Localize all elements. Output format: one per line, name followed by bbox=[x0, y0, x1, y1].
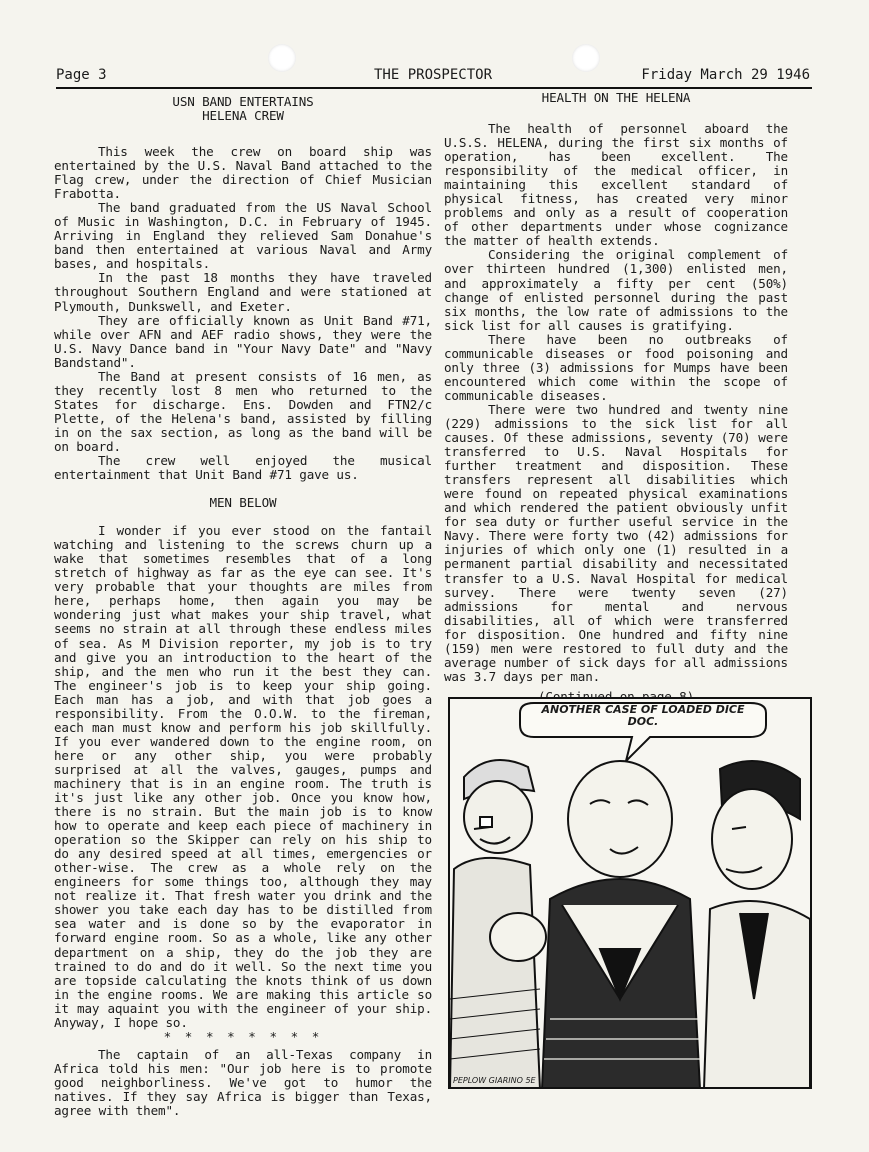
band-paragraph: The Band at present consists of 16 men, as they recently lost 8 men who returned to the States for discharge. Ens. Dowden and FTN2/c Plette, of the Helena's band, assisted by filling in on the sax section, as long as the band will be on board. bbox=[54, 368, 432, 454]
cartoon-caption: ANOTHER CASE OF LOADED DICE DOC. bbox=[541, 703, 745, 728]
men-below-headline: MEN BELOW bbox=[209, 495, 277, 511]
right-column bbox=[444, 91, 788, 704]
band-headline-line-2: HELENA CREW bbox=[202, 108, 284, 123]
right-officer-figure bbox=[704, 761, 810, 1087]
band-article-headline bbox=[54, 95, 432, 123]
issue-date: Friday March 29 1946 bbox=[641, 67, 810, 83]
band-headline-line-1: USN BAND ENTERTAINS bbox=[172, 94, 314, 109]
cartoon-panel bbox=[448, 697, 812, 1089]
health-paragraph: There have been no outbreaks of communicable diseases or food poisoning and only three (3) admissions for Mumps have been encountered which come within the scope of communicable diseases. bbox=[444, 331, 788, 403]
cartoon-drawing bbox=[450, 699, 810, 1087]
section-divider-stars: * * * * * * * * bbox=[163, 1028, 323, 1044]
newspaper-title: THE PROSPECTOR bbox=[374, 67, 493, 83]
health-paragraph: Considering the original complement of over thirteen hundred (1,300) enlisted men, and approximately a fifty per cent (50%) change of enlisted personnel during the past six months, the low rate of admissions to the sick list for all causes is gratifying. bbox=[444, 247, 788, 333]
health-paragraph: The health of personnel aboard the U.S.S. HELENA, during the first six months of operation, has been excellent. The responsibility of the medical officer, in maintaining this excellent standard of physical fitness, has created very minor problems and only as a result of cooperation of other departments under whose cognizance the matter of health extends. bbox=[444, 121, 788, 249]
band-paragraph: The crew well enjoyed the musical entertainment that Unit Band #71 gave us. bbox=[54, 453, 432, 483]
left-column bbox=[54, 95, 432, 1118]
men-below-paragraph: I wonder if you ever stood on the fantail watching and listening to the screws churn up a wake that sometimes resembles that of a long stretch of highway as far as the eye can see. It's very probable that your thoughts are miles from here, perhaps home, then again you may be wondering just what makes your ship travel, what seems no strain at all through these endless miles of sea. As M Division reporter, my job is to try and give you an introduction to the heart of the ship, and the men who run it the best they can. The engineer's job is to keep your ship going. Each man has a job, and with that job goes a responsibility. From the O.O.W. to the fireman, each man must know and perform his job skillfully. If you ever wandered down to the engine room, on here or any other ship, you were probably surprised at all the valves, gauges, pumps and machinery that is in an engine room. The truth is it's just like any other job. Once you know how, there is no strain. But the main job is to know how to operate and keep each piece of machinery in operation so the Skipper can rely on his ship to do any desired speed at all times, emergencies or other-wise. The crew as a whole rely on the engineers for some things too, although they may not realize it. That fresh water you drink and the shower you take each day has to be distilled from sea water and is done so by the evaporator in forward engine room. So as a whole, like any other department on a ship, they do the job they are trained to do and do it well. So the next time you are topside calculating the knots think of us down in the engine rooms. We are making this article so it may aquaint you with the engineer of your ship. Anyway, I hope so. bbox=[54, 523, 432, 1030]
band-paragraph: This week the crew on board ship was entertained by the U.S. Naval Band attached to the Flag crew, under the direction of Chief Musician Frabotta. bbox=[54, 144, 432, 202]
texas-paragraph: The captain of an all-Texas company in Africa told his men: "Our job here is to promote good neighborliness. We've got to humor the natives. If they say Africa is bigger than Texas, agree with them". bbox=[54, 1046, 432, 1119]
masthead bbox=[56, 67, 812, 89]
health-paragraph: There were two hundred and twenty nine (229) admissions to the sick list for all causes. Of these admissions, seventy (70) were transferred to U.S. Naval Hospitals for further treatment and disposition. These transfers represent all disabilities which were found on repeated physical examinations and which rendered the patient obviously unfit for sea duty or further useful service in the Navy. There were forty two (42) admissions for injuries of which only one (1) resulted in a permanent partial disability and necessitated transfer to a U.S. Naval Hospital for medical survey. There were twenty seven (27) admissions for mental and nervous disabilities, all of which were transferred for disposition. One hundred and fifty nine (159) men were restored to full duty and the average number of sick days for all admissions was 3.7 days per man. bbox=[444, 401, 788, 684]
health-article-headline: HEALTH ON THE HELENA bbox=[541, 90, 691, 105]
band-paragraph: The band graduated from the US Naval School of Music in Washington, D.C. in February of 1945. Arriving in England they relieved Sam Donahue's band then entertained at various Naval and Army bases, and hospitals. bbox=[54, 200, 432, 272]
page-number: Page 3 bbox=[56, 67, 107, 83]
band-paragraph: In the past 18 months they have traveled throughout Southern England and were stationed at Plymouth, Dunkswell, and Exeter. bbox=[54, 270, 432, 314]
cartoon-signature: PEPLOW GIARINO 5E bbox=[453, 1076, 536, 1085]
band-paragraph: They are officially known as Unit Band #71, while over AFN and AEF radio shows, they were the U.S. Navy Dance band in "Your Navy Date" and "Navy Bandstand". bbox=[54, 312, 432, 370]
